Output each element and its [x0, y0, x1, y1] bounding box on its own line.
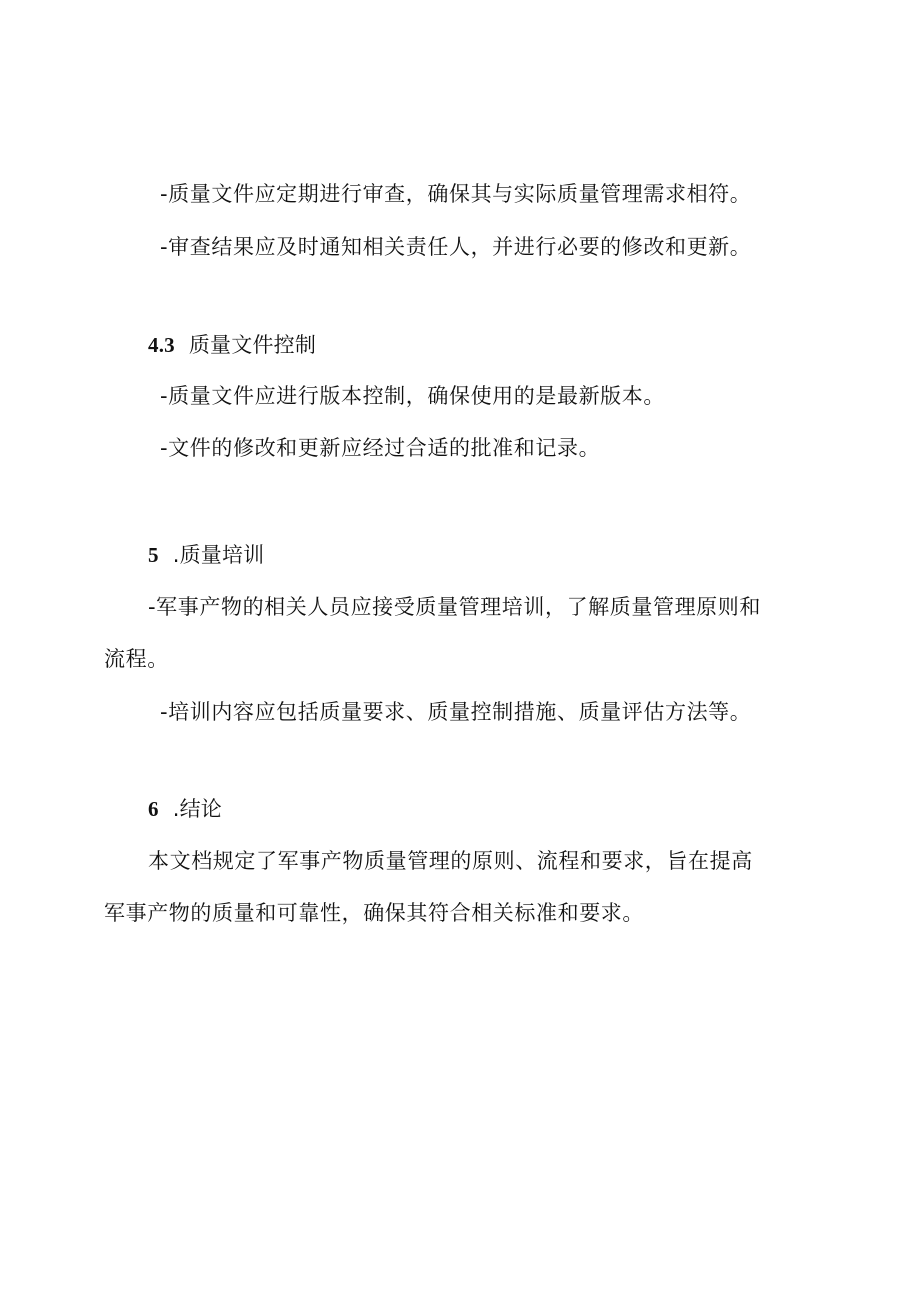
- training-item-staff-line-1: -军事产物的相关人员应接受质量管理培训，了解质量管理原则和: [148, 595, 761, 619]
- review-item-notify: -审查结果应及时通知相关责任人，并进行必要的修改和更新。: [160, 235, 752, 259]
- section-5-heading: [148, 540, 264, 570]
- control-item-version: -质量文件应进行版本控制，确保使用的是最新版本。: [160, 384, 665, 408]
- section-4-3-heading: [148, 330, 316, 360]
- training-item-content: -培训内容应包括质量要求、质量控制措施、质量评估方法等。: [160, 700, 752, 724]
- section-5-number: 5: [148, 543, 159, 567]
- section-6-heading: [148, 794, 222, 824]
- training-item-staff-line-2: 流程。: [104, 647, 169, 671]
- control-item-approval: -文件的修改和更新应经过合适的批准和记录。: [160, 436, 601, 460]
- section-6-title: .结论: [172, 797, 222, 821]
- conclusion-line-2: 军事产物的质量和可靠性，确保其符合相关标准和要求。: [104, 901, 644, 925]
- conclusion-line-1: 本文档规定了军事产物质量管理的原则、流程和要求，旨在提高: [148, 849, 753, 873]
- section-4-3-number: 4.3: [148, 333, 175, 357]
- review-item-periodic: -质量文件应定期进行审查，确保其与实际质量管理需求相符。: [160, 182, 752, 206]
- section-5-title: .质量培训: [172, 543, 265, 567]
- section-4-3-title: 质量文件控制: [188, 333, 317, 357]
- section-6-number: 6: [148, 797, 159, 821]
